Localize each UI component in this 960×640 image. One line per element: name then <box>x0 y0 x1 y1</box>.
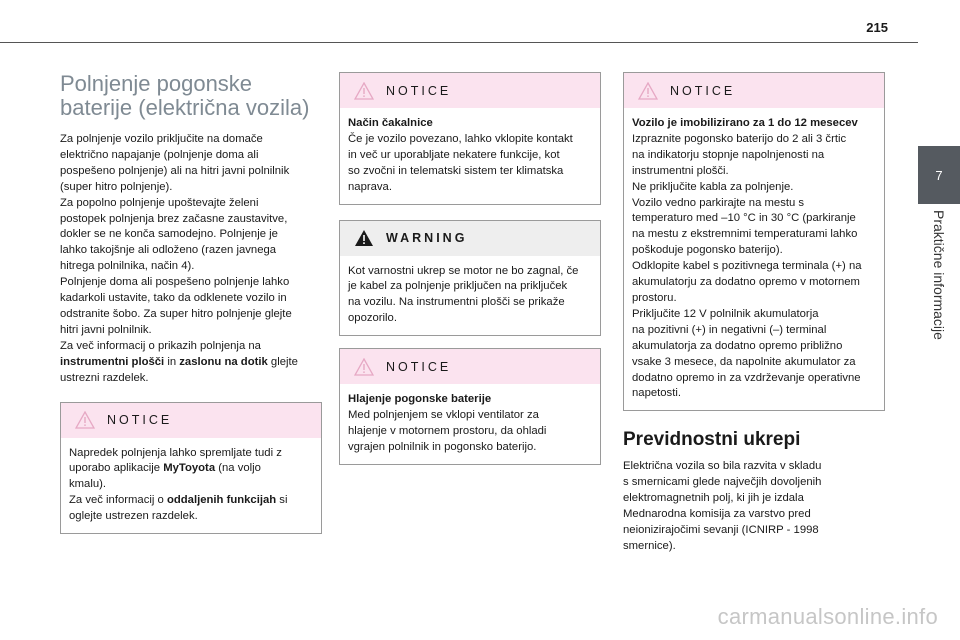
warning-text: Kot varnostni ukrep se motor ne bo zagnal, če je kabel za polnjenje priključen na priključek na vozilu. Na instrumentni plošči se prikaže opozorilo. <box>348 264 579 325</box>
warning-box <box>339 220 601 337</box>
section-title-precautions: Previdnostni ukrepi <box>623 429 801 451</box>
warning-triangle-outline-icon <box>638 82 658 100</box>
notice-standby-text: Če je vozilo povezano, lahko vklopite kontakt in več ur uporabljate nekatere funkcije, kot so zvočni in telematski sistem ter klimatska naprava. <box>348 132 573 193</box>
charging-paragraph <box>60 132 322 387</box>
precautions-text: Električna vozila so bila razvita v skladu s smernicami glede največjih dovoljenih elektromagnetnih polj, ki jih je izdala Mednarodna komisija za varstvo pred neionizirajočimi sevanji (ICNIRP - 1998 smernice). <box>623 460 822 552</box>
column-left <box>60 72 322 534</box>
notice-cooling-heading-text: Hlajenje pogonske baterije <box>348 393 492 406</box>
header-rule <box>0 42 918 43</box>
notice-box-cooling <box>339 348 601 465</box>
notice-box-standby <box>339 72 601 205</box>
column-middle <box>339 72 601 465</box>
warning-label: WARNING <box>386 231 468 246</box>
notice-app-text2: (na voljo kmalu). Za več informacij o <box>69 462 261 507</box>
warning-box-body <box>340 256 600 336</box>
chapter-title-text: Praktične informacije <box>931 210 947 340</box>
section-title-charging <box>60 72 322 120</box>
chapter-tab[interactable] <box>918 146 960 204</box>
notice-immobilized-heading <box>632 116 876 132</box>
notice-immobilized-text: Izpraznite pogonsko baterijo do 2 ali 3 črtic na indikatorju stopnje napolnjenosti na instrumentni plošči. Ne priključite kabla za polnjenje. Vozilo vedno parkirajte na mestu s temperaturo med –10 °C in 30 °C (parkiranje na mestu z ekstremnimi temperaturami lahko poškoduje pogonsko baterijo). Odklopite kabel s pozitivnega terminala (+) na akumulatorju za dodatno opremo v motornem prostoru. Priključite 12 V polnilnik akumulatorja na pozitivni (+) in negativni (–) terminal akumulatorja za dodatno opremo približno vsake 3 mesece, da napolnite akumulator za dodatno opremo in za vzdrževanje operativne napetosti. <box>632 132 862 400</box>
notice-standby-heading-text: Način čakalnice <box>348 117 433 129</box>
charging-text-mid: in <box>164 355 180 368</box>
notice-cooling-text: Med polnjenjem se vklopi ventilator za hlajenje v motornem prostoru, da ohladi vgrajen polnilnik in pogonsko baterijo. <box>348 409 547 453</box>
warning-box-header <box>340 221 600 256</box>
notice-app-text <box>69 446 313 526</box>
charging-bold-touchscreen: zaslonu na dotik <box>179 355 268 368</box>
chapter-number: 7 <box>935 167 943 183</box>
page-number: 215 <box>866 20 888 35</box>
notice-box-body <box>61 438 321 534</box>
chapter-title <box>918 210 960 370</box>
charging-bold-instrument-panel: instrumentni plošči <box>60 355 165 368</box>
notice-box-app <box>60 402 322 535</box>
section-title-line1: Polnjenje pogonske <box>60 71 253 96</box>
notice-box-header <box>340 73 600 108</box>
warning-triangle-filled-icon <box>354 229 374 247</box>
charging-text: Za polnjenje vozilo priključite na domače električno napajanje (polnjenje doma ali pospešeno polnjenje) ali na hitri javni polnilnik (super hitro polnjenje). Za popolno polnjenje upoštevajte želeni postopek polnjenja brez začasne zaustavitve, dokler se ne konča samodejno. Polnjenje je lahko takojšnje ali odloženo (razen javnega hitrega polnilnika, način 4). Polnjenje doma ali pospešeno polnjenje lahko kadarkoli ustavite, tako da odklenete vozilo in odstranite šobo. Za super hitro polnjenje glejte hitri javni polnilnik. Za več informacij o prikazih polnjenja na <box>60 133 292 352</box>
notice-app-text1: Napredek polnjenja lahko spremljate tudi z uporabo aplikacije <box>69 446 282 475</box>
notice-label: NOTICE <box>107 413 173 427</box>
notice-box-header <box>61 403 321 438</box>
warning-triangle-outline-icon <box>75 411 95 429</box>
notice-standby-heading <box>348 116 592 132</box>
column-right <box>623 72 885 555</box>
notice-label: NOTICE <box>670 83 736 98</box>
warning-triangle-outline-icon <box>354 82 374 100</box>
notice-box-body <box>624 108 884 410</box>
notice-label: NOTICE <box>386 359 452 374</box>
charging-text-end: glejte ustrezni razdelek. <box>60 355 298 384</box>
notice-box-immobilized <box>623 72 885 411</box>
notice-box-header <box>340 349 600 384</box>
notice-box-body <box>340 108 600 204</box>
notice-app-text3: si oglejte ustrezen razdelek. <box>69 494 288 523</box>
notice-label: NOTICE <box>386 83 452 98</box>
notice-app-bold-mytoyota: MyToyota <box>163 462 216 475</box>
notice-box-header <box>624 73 884 108</box>
section-title-line2: baterije (električna vozila) <box>60 95 310 120</box>
notice-box-body <box>340 384 600 464</box>
warning-triangle-outline-icon <box>354 358 374 376</box>
notice-app-bold-remote: oddaljenih funkcijah <box>166 494 277 507</box>
notice-immobilized-heading-text: Vozilo je imobilizirano za 1 do 12 mesecev <box>632 117 858 129</box>
watermark: carmanualsonline.info <box>717 604 938 629</box>
notice-cooling-heading <box>348 392 592 408</box>
